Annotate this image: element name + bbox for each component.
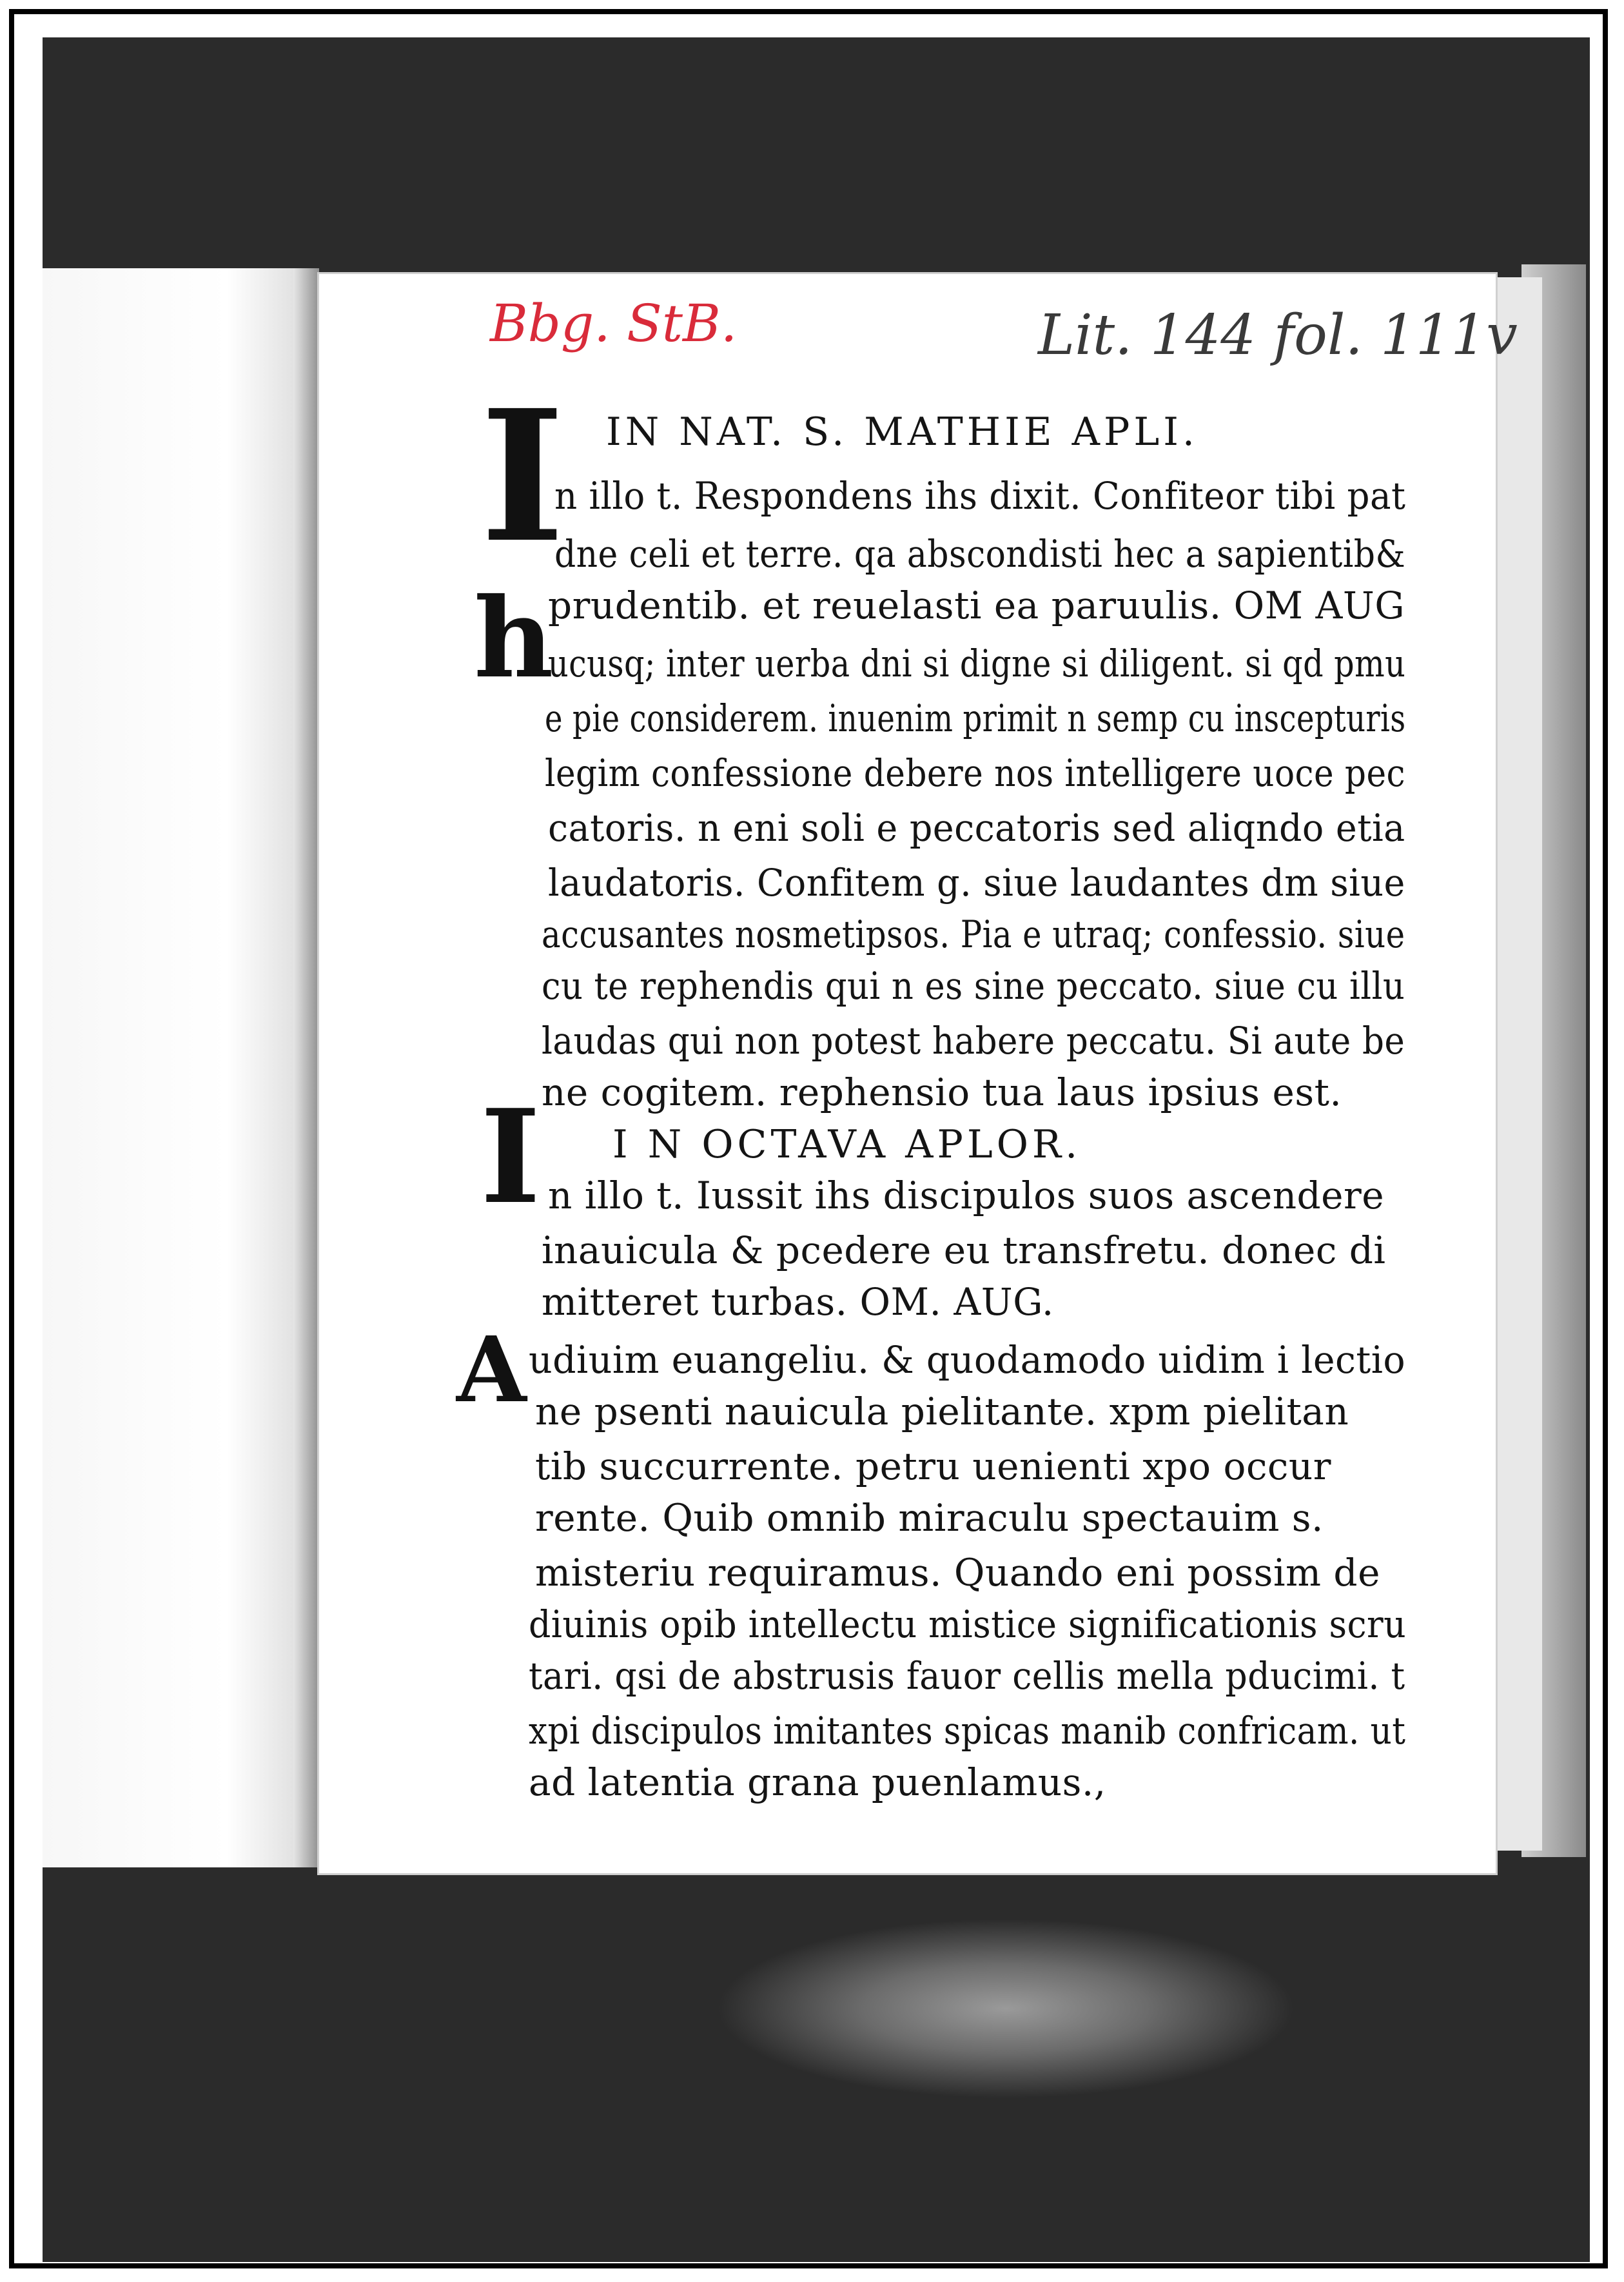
text-line: laudatoris. Confitem g. siue laudantes dm siue xyxy=(548,861,1405,905)
facing-page-edge xyxy=(43,268,307,1867)
text-line: ad latentia grana puenlamus., xyxy=(529,1760,1106,1804)
text-line: accusantes nosmetipsos. Pia e utraq; confessio. siue xyxy=(542,912,1405,956)
gutter-shadow xyxy=(293,268,319,1867)
text-line: udiuim euangeliu. & quodamodo uidim i lectio xyxy=(529,1338,1406,1382)
bottom-gutter-blur xyxy=(716,1918,1296,2099)
text-line: dne celi et terre. qa abscondisti hec a sapientib& xyxy=(554,532,1406,576)
text-line: prudentib. et reuelasti ea paruulis. OM AUG xyxy=(548,584,1405,627)
text-line: tib succurrente. petru uenienti xpo occur xyxy=(535,1444,1331,1488)
rubric-octava: I N OCTAVA APLOR. xyxy=(612,1122,1082,1167)
library-mark: Bbg. StB. xyxy=(490,293,738,353)
text-line: n illo t. Iussit ihs discipulos suos ascendere xyxy=(548,1174,1385,1217)
text-line: xpi discipulos imitantes spicas manib confricam. ut xyxy=(529,1709,1406,1753)
text-line: laudas qui non potest habere peccatu. Si aute be xyxy=(542,1019,1405,1063)
text-line: ne psenti nauicula pielitante. xpm pielitan xyxy=(535,1390,1349,1433)
text-line: ucusq; inter uerba dni si digne si diligent. si qd pmu xyxy=(548,642,1406,685)
text-line: misteriu requiramus. Quando eni possim de xyxy=(535,1551,1380,1595)
text-line: tari. qsi de abstrusis fauor cellis mella pducimi. t xyxy=(529,1654,1405,1698)
initial-i-1: I xyxy=(480,371,565,583)
text-line: diuinis opib intellectu mistice significationis scru xyxy=(529,1602,1407,1646)
rubric-mathie: IN NAT. S. MATHIE APLI. xyxy=(606,409,1198,455)
text-line: catoris. n eni soli e peccatoris sed aliqndo etia xyxy=(548,806,1405,850)
initial-i-2: I xyxy=(480,1081,541,1233)
text-line: inauicula & pcedere eu transfretu. donec di xyxy=(542,1228,1386,1272)
initial-h: h xyxy=(474,574,554,703)
text-line: n illo t. Respondens ihs dixit. Confiteor tibi pat xyxy=(554,474,1406,518)
text-line: rente. Quib omnib miraculu spectauim s. xyxy=(535,1496,1324,1540)
shelf-mark: Lit. 144 fol. 111v xyxy=(1038,303,1518,368)
text-line: cu te rephendis qui n es sine peccato. siue cu illu xyxy=(542,964,1405,1008)
text-line: legim confessione debere nos intelligere uoce pec xyxy=(545,751,1405,795)
initial-a: A xyxy=(456,1317,527,1423)
text-line: e pie considerem. inuenim primit n semp cu inscepturis xyxy=(545,696,1406,740)
text-line: ne cogitem. rephensio tua laus ipsius est. xyxy=(542,1070,1342,1114)
page-stack-inner xyxy=(1496,277,1542,1851)
text-line: mitteret turbas. OM. AUG. xyxy=(542,1280,1054,1324)
